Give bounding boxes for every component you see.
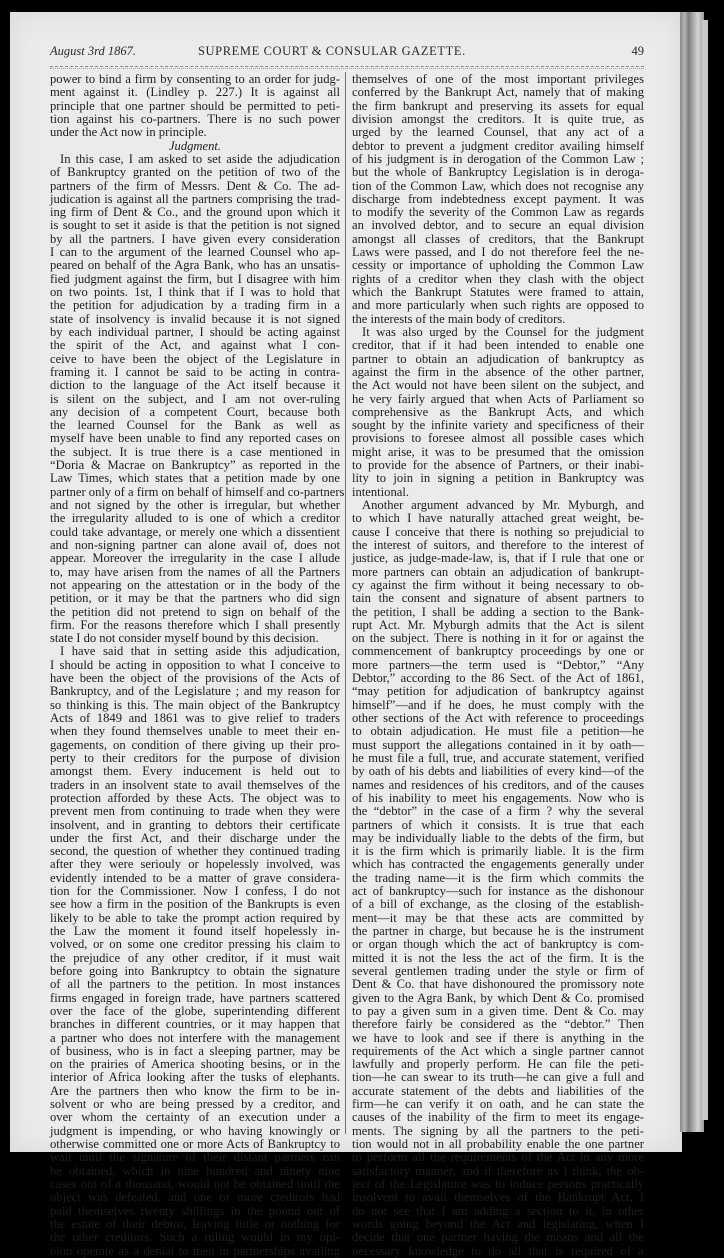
text-line: cy against the firm without it being necessary to ob-: [352, 577, 644, 592]
text-line: sought by the infinite variety and specificness of their: [352, 418, 644, 433]
text-column-right: [352, 73, 644, 1258]
text-line: requirements of the Act which a single partner cannot: [352, 1043, 644, 1058]
text-line: to perform all the requirements of the Act in any more: [352, 1150, 644, 1165]
text-line: cause I conceive that there is nothing so prejudicial to: [352, 524, 644, 539]
text-line: mitted it is not the less the act of the firm. It is the: [352, 950, 644, 965]
text-line: the Law the moment it found itself hopelessly in-: [50, 924, 340, 938]
text-line: we have to look and see if there is anything in the: [352, 1030, 644, 1045]
text-line: and not signed by the other is irregular, but whether: [50, 498, 340, 512]
text-line: against the firm in the absence of the other partner,: [352, 364, 644, 379]
running-header: [50, 44, 644, 60]
text-line: the irregularity alluded to is one of which a creditor: [50, 511, 340, 526]
text-line: It was also urged by the Counsel for the judgment: [362, 324, 644, 339]
column-divider: [345, 72, 346, 1134]
text-line: evidently intended to be a matter of grave considera-: [50, 870, 340, 885]
text-line: he must file a full, true, and accurate statement, verified: [352, 750, 644, 765]
text-line: have been the object of the provisions of the Acts of: [50, 671, 340, 686]
header-date: August 3rd 1867.: [50, 44, 136, 58]
text-line: over whom the certainty of an execution under a: [50, 1110, 340, 1125]
text-line: the other creditors. Such a ruling would in my opi-: [50, 1230, 340, 1245]
text-line: by each individual partner, I should be acting against: [50, 324, 340, 339]
text-line: he very fairly argued that when Acts of Parliament so: [352, 391, 644, 406]
text-line: state I do not consider myself bound by this decision.: [50, 631, 319, 646]
text-line: the prejudice of any other creditor, if it must wait: [50, 950, 340, 965]
text-line: or organ though which the act of bankruptcy is com-: [352, 937, 644, 952]
text-line: might arise, it was to be presumed that the omission: [352, 444, 644, 459]
text-line: rights of a creditor when they clash with the object: [352, 271, 644, 286]
text-line: of all the partners to the petition. In most instances: [50, 977, 340, 992]
text-line: conferred by the Bankrupt Act, namely that of making: [352, 85, 644, 100]
text-line: gagements, on condition of there giving up their pro-: [50, 737, 340, 752]
text-line: to pay a given sum in a given time. Dent & Co. may: [352, 1003, 644, 1018]
text-line: causes of the inability of the firm to meet its engage-: [352, 1110, 644, 1125]
text-line: solvent or who are being pressed by a creditor, and: [50, 1097, 340, 1112]
section-heading: Judgment.: [168, 138, 222, 153]
text-line: ing firm of Dent & Co., and the ground upon which it: [50, 205, 340, 220]
text-line: necessary knowledge to do all that is required of a: [352, 1243, 644, 1258]
text-line: the learned Counsel for the Bank as well as: [50, 418, 340, 433]
text-line: to provide for the absence of Partners, or their inabi-: [352, 458, 644, 473]
text-line: firm—he can verify it on oath, and he can state the: [352, 1097, 644, 1112]
text-line: I should be acting in opposition to what I conceive to: [50, 657, 340, 672]
text-line: ments. The signing by all the partners to the peti-: [352, 1123, 644, 1138]
text-line: state of insolvency is invalid because it is not signed: [50, 311, 340, 326]
text-line: given to the Agra Bank, by which Dent & Co. promised: [352, 990, 644, 1005]
text-line: themselves of one of the most important privileges: [352, 72, 644, 86]
text-line: paid themselves twenty shillings in the pound out of: [50, 1203, 340, 1218]
book-page-edge: [680, 12, 704, 1132]
text-line: Debtor,” according to the 86 Sect. of the Act of 1861,: [352, 671, 644, 686]
text-line: commencement of bankruptcy proceedings by one or: [352, 644, 644, 659]
text-line: is silent on the subject, and I am not over-ruling: [50, 391, 340, 406]
text-line: partners of the firm of Messrs. Dent & Co. The ad-: [50, 178, 340, 193]
text-line: the petition, I shall be adding a section to the Bank-: [352, 604, 644, 619]
text-line: amongst all classes of creditors, that the Bankrupt: [352, 231, 644, 246]
text-line: the Act would not have been silent on the subject, and: [352, 378, 644, 393]
text-line: lity to join in signing a petition in Bankruptcy was: [352, 471, 644, 486]
text-line: not appearing on the attestation or in the body of the: [50, 577, 340, 592]
text-line: lawfully and properly perform. He can file the peti-: [352, 1057, 644, 1072]
text-line: I have said that in setting aside this adjudication,: [60, 644, 340, 659]
header-rule: [50, 66, 644, 67]
text-line: a partner who does not interfere with the management: [50, 1030, 340, 1045]
text-line: before going into Bankruptcy to obtain the signature: [50, 963, 340, 978]
text-line: and more particularly when such rights are opposed to: [352, 298, 644, 313]
text-line: power to bind a firm by consenting to an order for judg-: [50, 72, 340, 86]
text-line: by all the partners. I have given every consideration: [50, 231, 340, 246]
text-line: prevent men from continuing to trade when they were: [50, 804, 340, 819]
text-line: when they found themselves unable to meet their en-: [50, 724, 340, 739]
text-line: more partners—the term used is “Debtor,” “Any: [352, 657, 644, 672]
text-line: Another argument advanced by Mr. Myburgh, and: [362, 498, 644, 512]
text-line: firm. For the reasons therefore which I shall presently: [50, 617, 340, 632]
text-line: words going beyond the Act and legislating, when I: [352, 1216, 644, 1231]
text-line: and non-signing partner can alone avail of, does not: [50, 537, 340, 552]
text-line: Dent & Co. that have dishonoured the promissory note: [352, 977, 644, 992]
text-line: satisfactory manner, and if therefore as I think, the ob-: [352, 1163, 644, 1178]
text-line: appear. Moreover the irregularity in the case I allude: [50, 551, 340, 566]
text-line: perty to their creditors for the purpose of division: [50, 750, 340, 765]
text-line: accurate statement of the debts and liabilities of the: [352, 1083, 644, 1098]
text-line: insolvent, and in granting to debtors their certificate: [50, 817, 340, 832]
text-line: creditor, that if it had been intended to enable one: [352, 338, 644, 353]
text-line: tion for the Commissioner. Now I confess, I do not: [50, 884, 340, 899]
text-line: on two points. 1st, I think that if I was to hold that: [50, 285, 340, 299]
text-line: the estate of their debtor, leaving little or nothing for: [50, 1216, 340, 1231]
text-line: the petition did not pretend to sign on behalf of the: [50, 604, 340, 619]
text-line: must support the allegations contained in it by oath—: [352, 737, 644, 752]
text-line: object was defeated, and one or more creditors had: [50, 1190, 340, 1205]
text-line: of his inability to meet his engagements. Now who is: [352, 790, 644, 805]
text-line: Laws were passed, and I do not therefore feel the ne-: [352, 245, 644, 260]
text-line: therefore fairly be considered as the “debtor.” Then: [352, 1017, 644, 1032]
text-line: tion of the Common Law, which does not recognise any: [352, 178, 644, 193]
text-line: be obtained, which in nine hundred and ninety nine: [50, 1163, 340, 1178]
text-line: Law Times, which states that a petition made by one: [50, 471, 340, 486]
text-line: In this case, I am asked to set aside the adjudication: [60, 151, 340, 166]
text-line: cases out of a thousand, would not be obtained until the: [50, 1176, 340, 1191]
page-number: 49: [631, 44, 644, 58]
text-line: the subject. It is true there is a case mentioned in: [50, 444, 340, 459]
text-line: the firm bankrupt and preserving its assets for equal: [352, 98, 644, 113]
text-line: himself”—and if he does, he must comply with the: [352, 697, 644, 712]
text-line: Acts of 1849 and 1861 was to give relief to traders: [50, 711, 340, 725]
text-line: provisions to foresee almost all possible cases which: [352, 431, 644, 446]
text-line: ment—it may be that these acts are committed by: [352, 910, 644, 925]
text-line: discharge from indebtedness except payment. It was: [352, 191, 644, 206]
text-line: it is the firm which is primarily liable. It is the firm: [352, 844, 644, 859]
text-line: wait until the signature of their distant partners can: [50, 1150, 340, 1165]
text-line: traders in an insolvent state to avail themselves of the: [50, 777, 340, 792]
header-rule-secondary: [50, 68, 644, 69]
text-line: nion operate as a denial to men in partnerships availing: [50, 1243, 340, 1258]
text-line: I can to the argument of the learned Counsel who ap-: [50, 245, 340, 260]
text-line: partners of which it consists. It is true that each: [352, 817, 644, 832]
text-line: other sections of the Act with reference to proceedings: [352, 711, 644, 725]
text-line: the trading name—it is the firm which commits the: [352, 870, 644, 885]
text-line: on the prairies of America shooting besins, or in the: [50, 1057, 340, 1072]
text-line: amongst them. Every inducement is held out to: [50, 764, 340, 779]
text-line: after they were seriouly or hopelessly involved, was: [50, 857, 340, 872]
text-line: but the whole of Bankruptcy Legislation is in deroga-: [352, 165, 644, 180]
text-line: see how a firm in the position of the Bankrupts is even: [50, 897, 340, 912]
text-line: tain the consent and signature of absent partners to: [352, 591, 644, 606]
text-line: rupt Act. Mr. Myburgh admits that the Act is silent: [352, 617, 644, 632]
text-line: Bankruptcy, and of the Legislature ; and my reason for: [50, 684, 340, 699]
text-line: intentional.: [352, 484, 410, 499]
publication-title: SUPREME COURT & CONSULAR GAZETTE.: [198, 44, 466, 58]
text-line: more partners can obtain an adjudication of bankrupt-: [352, 564, 644, 579]
text-line: fied judgment against the firm, but I disagree with him: [50, 271, 340, 286]
text-line: an involved debtor, and to secure an equal division: [352, 218, 644, 233]
text-line: names and residences of his creditors, and of the causes: [352, 777, 644, 792]
text-line: over the face of the globe, superintending different: [50, 1003, 340, 1018]
text-line: Are the partners then who know the firm to be in-: [50, 1083, 340, 1098]
text-line: under the first Act, and their discharge under the: [50, 830, 340, 845]
text-line: otherwise committed one or more Acts of Bankruptcy to: [50, 1137, 340, 1151]
text-line: of business, who is in fact a sleeping partner, may be: [50, 1043, 340, 1058]
text-line: framing it. I cannot be said to be acting in contra-: [50, 364, 340, 379]
text-line: any decision of a competent Court, because both: [50, 404, 340, 419]
text-line: decide that one partner having the means and all the: [352, 1230, 644, 1245]
text-line: the “debtor” in the case of a firm ? why the several: [352, 804, 644, 819]
text-line: cessity or importance of upholding the Common Law: [352, 258, 644, 273]
text-line: peared on behalf of the Agra Bank, who has an unsatis-: [50, 258, 340, 273]
text-line: to obtain adjudication. He must file a petition—he: [352, 724, 644, 739]
text-line: myself have been unable to find any reported cases on: [50, 431, 340, 446]
text-line: the petition for adjudication by a trading firm in a: [50, 298, 340, 313]
text-line: to, may have arisen from the names of all the Partners: [50, 564, 340, 579]
text-line: firms engaged in foreign trade, have partners scattered: [50, 990, 340, 1005]
text-line: “may petition for adjudication of bankruptcy against: [352, 684, 644, 699]
text-line: interior of Africa looking after the tusks of elephants.: [50, 1070, 340, 1085]
text-line: protection afforded by these Acts. The object was to: [50, 790, 340, 805]
text-line: partner to obtain an adjudication of bankruptcy as: [352, 351, 644, 366]
text-line: of his judgment is in derogation of the Common Law ;: [352, 151, 644, 166]
text-line: partner only of a firm on behalf of himself and co-partners: [50, 484, 345, 499]
text-line: on the subject. There is nothing in it for or against the: [352, 631, 644, 646]
text-line: judgment is impending, or who having knowingly or: [50, 1123, 340, 1138]
text-line: act of bankruptcy—such for instance as the dishonour: [352, 884, 644, 899]
text-line: ject of the Legislature was to induce persons practically: [352, 1176, 644, 1191]
text-line: ceive to have been the object of the Legislature in: [50, 351, 340, 366]
text-line: is sought to set it aside is that the petition is not signed: [50, 218, 340, 233]
text-line: judication is against all the partners comprising the trad-: [50, 191, 340, 206]
text-line: several gentlemen trading under the style or firm of: [352, 963, 644, 978]
text-line: so thinking is this. The main object of the Bankruptcy: [50, 697, 340, 712]
text-line: under the Act now in principle.: [50, 125, 207, 140]
text-line: tion would not in all probability enable the one partner: [352, 1137, 644, 1151]
text-line: the spirit of the Act, and against what I con-: [50, 338, 340, 353]
text-column-left: [50, 72, 345, 1258]
text-line: the interests of the main body of creditors.: [352, 311, 566, 326]
text-line: tion against his co-partners. There is no such power: [50, 111, 340, 126]
text-line: tion—he can swear to its truth—he can give a full and: [352, 1070, 644, 1085]
text-line: branches in different countries, or it may happen that: [50, 1017, 340, 1032]
text-line: may be individually liable to the debts of the firm, but: [352, 830, 644, 845]
text-line: division amongst the creditors. It is quite true, as: [352, 111, 644, 126]
text-line: likely to be able to take the prompt action required by: [50, 910, 340, 925]
text-line: could take advantage, or merely one which a dissentient: [50, 524, 340, 539]
text-line: which has contracted the engagements generally under: [352, 857, 644, 872]
text-line: justice, as judge-made-law, is, that if I rule that one or: [352, 551, 644, 566]
text-line: of a bill of exchange, as the closing of the establish-: [352, 897, 644, 912]
text-line: second, the question of whether they continued trading: [50, 844, 340, 859]
text-line: the partner in charge, but because he is the instrument: [352, 924, 644, 938]
text-line: comprehensive as the Bankrupt Acts, and which: [352, 404, 644, 419]
text-line: insolvent to avail themselves of the Bankrupt Act, I: [352, 1190, 644, 1205]
text-line: the interest of suitors, and therefore to the interest of: [352, 537, 644, 552]
text-line: to which I have naturally attached great weight, be-: [352, 511, 644, 526]
book-page-edge-highlight: [702, 20, 708, 1120]
text-line: “Doria & Macrae on Bankruptcy” as reported in the: [50, 458, 340, 473]
text-line: principle that one partner should be permitted to peti-: [50, 98, 340, 113]
text-line: to modify the severity of the Common Law as regards: [352, 205, 644, 220]
text-line: do not see that I am adding a section to it, in other: [352, 1203, 644, 1218]
text-line: petition, or it may be that the partners who did sign: [50, 591, 340, 606]
text-line: which the Bankrupt Statutes were framed to attain,: [352, 285, 644, 299]
text-line: volved, or on some one creditor pressing his claim to: [50, 937, 340, 952]
text-line: ment against it. (Lindley p. 227.) It is against all: [50, 85, 340, 100]
text-line: by oath of his debts and liabilities of every kind—of the: [352, 764, 644, 779]
text-line: urged by the learned Counsel, that any act of a: [352, 125, 644, 140]
text-line: debtor to prevent a judgment creditor availing himself: [352, 138, 644, 153]
text-line: of Bankruptcy granted on the petition of two of the: [50, 165, 340, 180]
text-line: diction to the language of the Act itself because it: [50, 378, 340, 393]
